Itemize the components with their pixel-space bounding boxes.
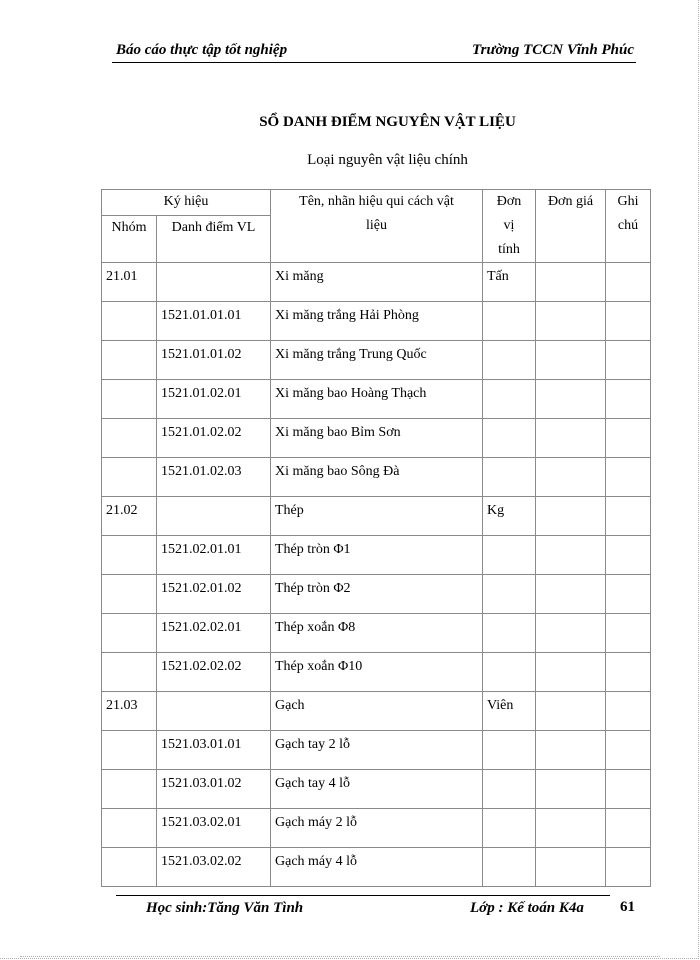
cell-danh-diem: 1521.02.02.01 <box>157 614 271 653</box>
header-ten-line-1: Tên, nhãn hiệu qui cách vật <box>299 194 454 209</box>
document-title: SỔ DANH ĐIỂM NGUYÊN VẬT LIỆU <box>259 114 516 130</box>
cell-ghi-chu <box>606 536 651 575</box>
cell-ghi-chu <box>606 263 651 302</box>
header-ten-vat-lieu <box>271 190 483 263</box>
cell-don-vi <box>483 575 536 614</box>
cell-nhom <box>102 809 157 848</box>
cell-don-gia <box>536 380 606 419</box>
cell-don-gia <box>536 536 606 575</box>
cell-don-vi: Tấn <box>483 263 536 302</box>
cell-nhom: 21.02 <box>102 497 157 536</box>
cell-danh-diem: 1521.03.02.01 <box>157 809 271 848</box>
cell-ghi-chu <box>606 614 651 653</box>
cell-don-gia <box>536 731 606 770</box>
table-row <box>102 770 651 809</box>
header-school-name: Trường TCCN Vĩnh Phúc <box>472 42 634 58</box>
footer-student: Học sinh:Tăng Văn Tình <box>146 900 304 916</box>
cell-ten: Thép tròn Φ2 <box>271 575 483 614</box>
cell-nhom <box>102 380 157 419</box>
table-row <box>102 302 651 341</box>
cell-don-gia <box>536 614 606 653</box>
cell-don-vi <box>483 536 536 575</box>
table-row <box>102 809 651 848</box>
cell-don-vi <box>483 770 536 809</box>
header-nhom: Nhóm <box>102 216 157 263</box>
cell-don-vi <box>483 731 536 770</box>
cell-don-gia <box>536 848 606 887</box>
cell-don-gia <box>536 653 606 692</box>
table-row <box>102 458 651 497</box>
cell-ten: Thép xoắn Φ8 <box>271 614 483 653</box>
cell-don-gia <box>536 419 606 458</box>
table-row <box>102 263 651 302</box>
header-don-vi-line-1: Đơn <box>496 194 522 209</box>
table-row <box>102 497 651 536</box>
table-row <box>102 692 651 731</box>
table-row <box>102 731 651 770</box>
cell-danh-diem: 1521.03.01.01 <box>157 731 271 770</box>
cell-ten: Xi măng bao Bỉm Sơn <box>271 419 483 458</box>
cell-danh-diem <box>157 692 271 731</box>
cell-danh-diem: 1521.01.02.03 <box>157 458 271 497</box>
cell-ghi-chu <box>606 848 651 887</box>
cell-danh-diem: 1521.01.02.02 <box>157 419 271 458</box>
header-don-vi-line-2: vị <box>503 218 515 233</box>
cell-nhom <box>102 575 157 614</box>
cell-ghi-chu <box>606 341 651 380</box>
cell-danh-diem: 1521.03.01.02 <box>157 770 271 809</box>
cell-nhom <box>102 770 157 809</box>
cell-ten: Xi măng bao Sông Đà <box>271 458 483 497</box>
cell-nhom <box>102 614 157 653</box>
table-header-row-1 <box>102 190 651 216</box>
table-row <box>102 341 651 380</box>
cell-ghi-chu <box>606 731 651 770</box>
materials-table <box>101 189 651 887</box>
cell-danh-diem: 1521.02.01.01 <box>157 536 271 575</box>
header-ten-line-2: liệu <box>366 218 387 233</box>
cell-nhom: 21.03 <box>102 692 157 731</box>
cell-ghi-chu <box>606 419 651 458</box>
cell-don-gia <box>536 692 606 731</box>
cell-ghi-chu <box>606 575 651 614</box>
table-row <box>102 536 651 575</box>
cell-ghi-chu <box>606 692 651 731</box>
cell-don-vi <box>483 809 536 848</box>
cell-nhom <box>102 731 157 770</box>
header-report-title: Báo cáo thực tập tốt nghiệp <box>116 42 288 58</box>
cell-nhom <box>102 341 157 380</box>
cell-danh-diem <box>157 497 271 536</box>
cell-don-vi: Viên <box>483 692 536 731</box>
page-bottom-edge <box>20 956 660 957</box>
cell-ghi-chu <box>606 809 651 848</box>
cell-don-gia <box>536 458 606 497</box>
page-number: 61 <box>620 899 635 915</box>
cell-danh-diem: 1521.03.02.02 <box>157 848 271 887</box>
footer-divider <box>116 895 610 896</box>
cell-don-vi <box>483 458 536 497</box>
cell-don-vi <box>483 614 536 653</box>
cell-ten: Gạch tay 2 lỗ <box>271 731 483 770</box>
cell-ten: Xi măng trắng Hải Phòng <box>271 302 483 341</box>
cell-don-vi <box>483 653 536 692</box>
header-don-vi-line-3: tính <box>498 242 520 257</box>
cell-nhom <box>102 458 157 497</box>
cell-don-vi <box>483 419 536 458</box>
cell-nhom <box>102 848 157 887</box>
header-ghi-chu-line-2: chú <box>617 218 639 233</box>
cell-nhom <box>102 653 157 692</box>
cell-ten: Xi măng trắng Trung Quốc <box>271 341 483 380</box>
cell-don-vi <box>483 302 536 341</box>
cell-don-gia <box>536 809 606 848</box>
table-row <box>102 380 651 419</box>
cell-don-gia <box>536 263 606 302</box>
document-subtitle: Loại nguyên vật liệu chính <box>307 152 468 168</box>
table-row <box>102 614 651 653</box>
header-don-vi-tinh <box>483 190 536 263</box>
cell-ten: Thép xoắn Φ10 <box>271 653 483 692</box>
cell-nhom <box>102 302 157 341</box>
cell-don-gia <box>536 575 606 614</box>
cell-danh-diem: 1521.01.01.01 <box>157 302 271 341</box>
cell-don-gia <box>536 770 606 809</box>
footer-class: Lớp : Kế toán K4a <box>470 900 584 916</box>
cell-don-gia <box>536 341 606 380</box>
table-row <box>102 575 651 614</box>
cell-danh-diem <box>157 263 271 302</box>
cell-ten: Xi măng <box>271 263 483 302</box>
page-header <box>112 40 636 63</box>
header-danh-diem: Danh điểm VL <box>157 216 271 263</box>
cell-ghi-chu <box>606 770 651 809</box>
cell-ghi-chu <box>606 302 651 341</box>
cell-danh-diem: 1521.01.01.02 <box>157 341 271 380</box>
header-ghi-chu-line-1: Ghi <box>617 194 639 209</box>
cell-ten: Gạch máy 4 lỗ <box>271 848 483 887</box>
cell-nhom: 21.01 <box>102 263 157 302</box>
cell-ghi-chu <box>606 653 651 692</box>
cell-ten: Gạch <box>271 692 483 731</box>
cell-don-vi <box>483 848 536 887</box>
cell-don-vi <box>483 380 536 419</box>
cell-danh-diem: 1521.02.01.02 <box>157 575 271 614</box>
header-ky-hieu: Ký hiệu <box>102 190 271 216</box>
cell-ten: Thép tròn Φ1 <box>271 536 483 575</box>
cell-nhom <box>102 419 157 458</box>
cell-nhom <box>102 536 157 575</box>
cell-danh-diem: 1521.01.02.01 <box>157 380 271 419</box>
cell-ten: Gạch tay 4 lỗ <box>271 770 483 809</box>
cell-ten: Gạch máy 2 lỗ <box>271 809 483 848</box>
cell-ghi-chu <box>606 497 651 536</box>
cell-ghi-chu <box>606 380 651 419</box>
cell-ten: Xi măng bao Hoàng Thạch <box>271 380 483 419</box>
cell-ten: Thép <box>271 497 483 536</box>
table-row <box>102 848 651 887</box>
cell-don-vi: Kg <box>483 497 536 536</box>
cell-ghi-chu <box>606 458 651 497</box>
cell-don-vi <box>483 341 536 380</box>
header-ghi-chu <box>606 190 651 263</box>
table-row <box>102 653 651 692</box>
table-row <box>102 419 651 458</box>
header-don-gia: Đơn giá <box>536 190 606 263</box>
cell-don-gia <box>536 497 606 536</box>
cell-don-gia <box>536 302 606 341</box>
cell-danh-diem: 1521.02.02.02 <box>157 653 271 692</box>
